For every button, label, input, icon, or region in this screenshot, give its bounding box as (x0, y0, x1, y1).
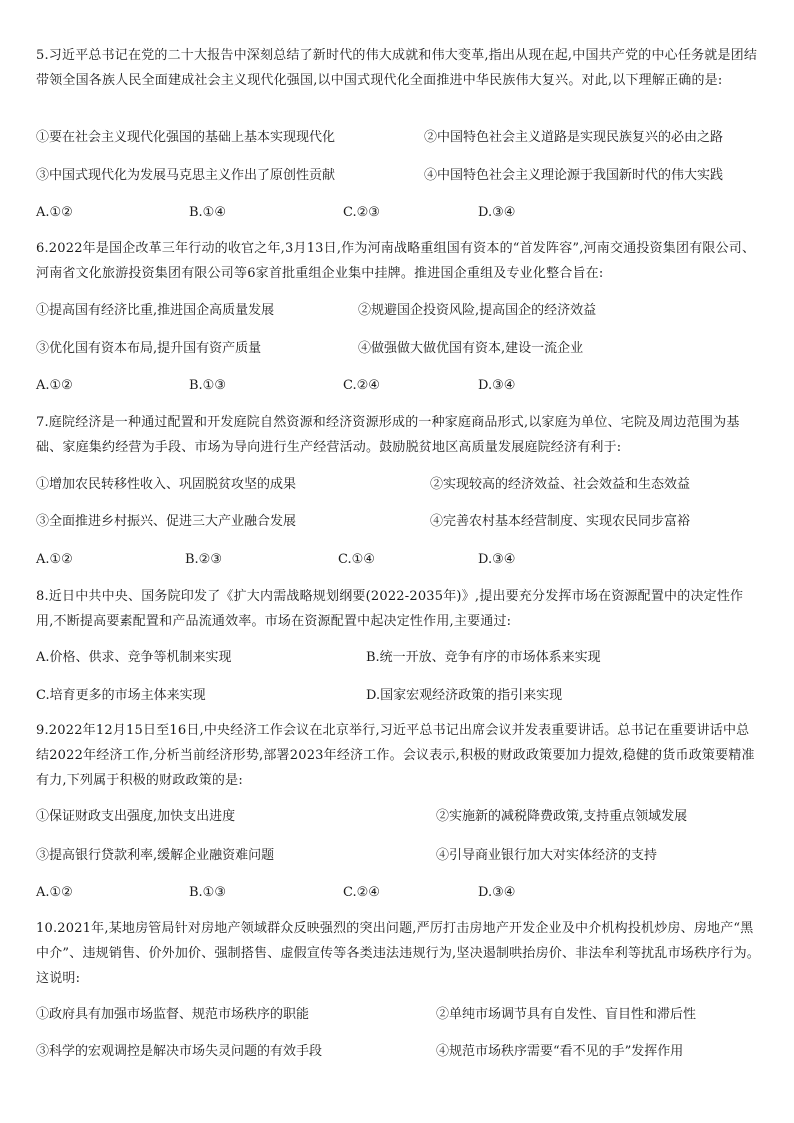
question-5-choice-d[interactable]: D.③④ (478, 205, 516, 220)
question-7-choice-c[interactable]: C.①④ (338, 552, 375, 567)
question-5-choice-c[interactable]: C.②③ (343, 205, 380, 220)
question-6-choice-a[interactable]: A.①② (36, 378, 73, 393)
question-5-statements-row-2 (36, 165, 760, 187)
question-9-statement-2: ②实施新的减税降费政策,支持重点领域发展 (436, 809, 688, 824)
question-5-stem: 5.习近平总书记在党的二十大报告中深刻总结了新时代的伟大成就和伟大变革,指出从现在起,中国共产党的中心任务就是团结带领全国各族人民全面建成社会主义现代化强国,以中国式现代化全面推进中华民族伟大复兴。对此,以下理解正确的是: (36, 48, 758, 88)
question-6-statement-2: ②规避国企投资风险,提高国企的经济效益 (358, 303, 597, 318)
question-8-choices-row-2 (36, 685, 760, 707)
question-5-statement-2: ②中国特色社会主义道路是实现民族复兴的必由之路 (424, 130, 724, 145)
question-7-choice-b[interactable]: B.②③ (185, 552, 222, 567)
question-7-statement-1: ①增加农民转移性收入、巩固脱贫攻坚的成果 (36, 477, 297, 492)
question-6-statements-row-1 (36, 300, 760, 322)
question-6-stem: 6.2022年是国企改革三年行动的收官之年,3月13日,作为河南战略重组国有资本的“首发阵容”,河南交通投资集团有限公司、河南省文化旅游投资集团有限公司等6家首批重组企业集中挂牌。推进国企重组及专业化整合旨在: (36, 241, 756, 281)
question-10-statement-4: ④规范市场秩序需要“看不见的手”发挥作用 (436, 1044, 684, 1059)
question-9-choice-c[interactable]: C.②④ (343, 885, 380, 900)
question-9-stem: 9.2022年12月15日至16日,中央经济工作会议在北京举行,习近平总书记出席会议并发表重要讲话。总书记在重要讲话中总结2022年经济工作,分析当前经济形势,部署2023年经济工作。会议表示,积极的财政政策要加力提效,稳健的货币政策要精准有力,下列属于积极的财政政策的是: (36, 723, 755, 788)
question-6-statements-row-2 (36, 338, 760, 360)
question-5-choices (36, 202, 760, 224)
question-7-stem: 7.庭院经济是一种通过配置和开发庭院自然资源和经济资源形成的一种家庭商品形式,以家庭为单位、宅院及周边范围为基础、家庭集约经营为手段、市场为导向进行生产经营活动。鼓励脱贫地区高质量发展庭院经济有利于: (36, 415, 740, 455)
question-5-statements-row-1 (36, 127, 760, 149)
question-5-statement-3: ③中国式现代化为发展马克思主义作出了原创性贡献 (36, 168, 336, 183)
question-6-choice-b[interactable]: B.①③ (189, 378, 226, 393)
question-5-statement-4: ④中国特色社会主义理论源于我国新时代的伟大实践 (424, 168, 724, 183)
question-8-choice-a[interactable]: A.价格、供求、竞争等机制来实现 (36, 650, 232, 665)
question-9-choice-a[interactable]: A.①② (36, 885, 73, 900)
question-9-choice-d[interactable]: D.③④ (478, 885, 516, 900)
question-8-stem: 8.近日中共中央、国务院印发了《扩大内需战略规划纲要(2022-2035年)》,提出要充分发挥市场在资源配置中的决定性作用,不断提高要素配置和产品流通效率。市场在资源配置中起决定性作用,主要通过: (36, 589, 744, 629)
question-7-statement-3: ③全面推进乡村振兴、促进三大产业融合发展 (36, 514, 297, 529)
question-10-statement-2: ②单纯市场调节具有自发性、盲目性和滞后性 (436, 1007, 697, 1022)
question-7-choice-a[interactable]: A.①② (36, 552, 73, 567)
question-6-choice-c[interactable]: C.②④ (343, 378, 380, 393)
question-9-choices (36, 882, 760, 904)
question-6-statement-4: ④做强做大做优国有资本,建设一流企业 (358, 341, 584, 356)
question-5-statement-1: ①要在社会主义现代化强国的基础上基本实现现代化 (36, 130, 336, 145)
question-7-statements-row-1 (36, 474, 760, 496)
question-7-statement-4: ④完善农村基本经营制度、实现农民同步富裕 (430, 514, 691, 529)
question-7-statements-row-2 (36, 511, 760, 533)
question-9-statement-1: ①保证财政支出强度,加快支出进度 (36, 809, 236, 824)
question-6-choices (36, 375, 760, 397)
question-9-statements-row-1 (36, 806, 760, 828)
question-9-choice-b[interactable]: B.①③ (189, 885, 226, 900)
question-6-choice-d[interactable]: D.③④ (478, 378, 516, 393)
question-5-choice-b[interactable]: B.①④ (189, 205, 226, 220)
question-8-choice-b[interactable]: B.统一开放、竞争有序的市场体系来实现 (366, 650, 601, 665)
question-10-statements-row-2 (36, 1041, 760, 1063)
question-8-choices-row-1 (36, 647, 760, 669)
question-6-statement-3: ③优化国有资本布局,提升国有资产质量 (36, 341, 262, 356)
question-8-choice-c[interactable]: C.培育更多的市场主体来实现 (36, 688, 206, 703)
question-7-choices (36, 549, 760, 571)
question-10-statement-1: ①政府具有加强市场监督、规范市场秩序的职能 (36, 1007, 310, 1022)
question-9-statement-3: ③提高银行贷款利率,缓解企业融资难问题 (36, 848, 275, 863)
question-6-statement-1: ①提高国有经济比重,推进国企高质量发展 (36, 303, 275, 318)
question-10-statement-3: ③科学的宏观调控是解决市场失灵问题的有效手段 (36, 1044, 323, 1059)
question-7-choice-d[interactable]: D.③④ (478, 552, 516, 567)
question-10-stem: 10.2021年,某地房管局针对房地产领域群众反映强烈的突出问题,严厉打击房地产开发企业及中介机构投机炒房、房地产“黑中介”、违规销售、价外加价、强制搭售、虚假宣传等各类违法违规行为,坚决遏制哄抬房价、非法牟利等扰乱市场秩序行为。这说明: (36, 921, 760, 986)
question-8-choice-d[interactable]: D.国家宏观经济政策的指引来实现 (366, 688, 563, 703)
question-7-statement-2: ②实现较高的经济效益、社会效益和生态效益 (430, 477, 691, 492)
question-10-statements-row-1 (36, 1004, 760, 1026)
question-5-choice-a[interactable]: A.①② (36, 205, 73, 220)
question-9-statement-4: ④引导商业银行加大对实体经济的支持 (436, 848, 658, 863)
question-9-statements-row-2 (36, 845, 760, 867)
